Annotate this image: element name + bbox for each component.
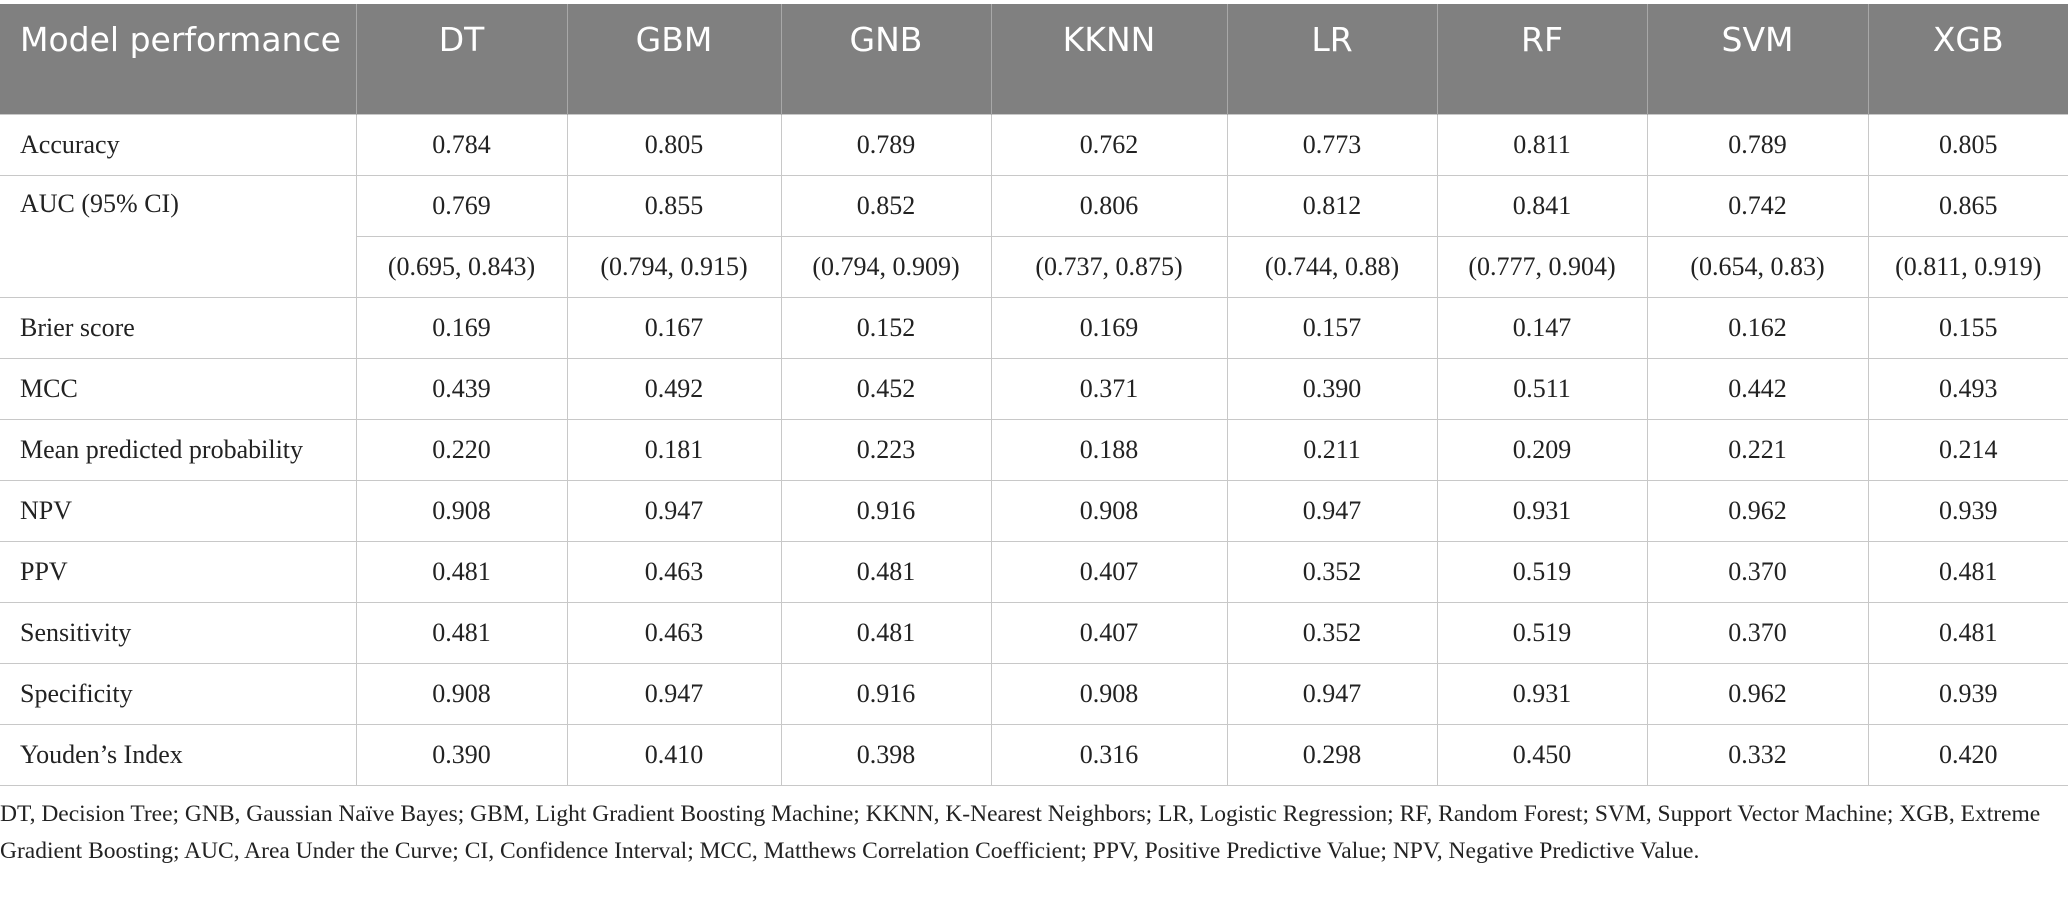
cell-xgb: 0.214 — [1868, 419, 2068, 480]
cell-dt: 0.439 — [356, 358, 567, 419]
cell-dt: 0.908 — [356, 480, 567, 541]
cell-svm: 0.370 — [1647, 541, 1868, 602]
table-row-sensitivity — [0, 602, 2068, 663]
cell-dt: (0.695, 0.843) — [356, 236, 567, 297]
header-dt: DT — [356, 4, 567, 114]
cell-rf: 0.209 — [1437, 419, 1647, 480]
table-row-specificity — [0, 663, 2068, 724]
cell-rf: 0.450 — [1437, 724, 1647, 785]
cell-kknn: 0.908 — [991, 480, 1227, 541]
table-footnote: DT, Decision Tree; GNB, Gaussian Naïve Bayes; GBM, Light Gradient Boosting Machine; KKNN, K-Nearest Neighbors; LR, Logistic Regression; RF, Random Forest; SVM, Support Vector Machine; XGB, Extreme Gradient Boosting; AUC, Area Under the Curve; CI, Confidence Interval; MCC, Matthews Correlation Coefficient; PPV, Positive Predictive Value; NPV, Negative Predictive Value. — [0, 801, 2041, 864]
cell-dt: 0.169 — [356, 297, 567, 358]
table-row-ppv — [0, 541, 2068, 602]
cell-gnb: 0.916 — [781, 663, 991, 724]
row-label: Youden’s Index — [0, 724, 356, 785]
cell-rf: 0.931 — [1437, 480, 1647, 541]
cell-lr: 0.352 — [1227, 602, 1437, 663]
cell-svm: (0.654, 0.83) — [1647, 236, 1868, 297]
cell-svm: 0.789 — [1647, 114, 1868, 175]
cell-gnb: 0.398 — [781, 724, 991, 785]
header-lr: LR — [1227, 4, 1437, 114]
cell-dt: 0.784 — [356, 114, 567, 175]
header-svm: SVM — [1647, 4, 1868, 114]
row-label: PPV — [0, 541, 356, 602]
cell-gnb: 0.789 — [781, 114, 991, 175]
row-label: MCC — [0, 358, 356, 419]
cell-dt: 0.390 — [356, 724, 567, 785]
cell-svm: 0.162 — [1647, 297, 1868, 358]
row-label: Specificity — [0, 663, 356, 724]
cell-rf: 0.931 — [1437, 663, 1647, 724]
table-header — [0, 4, 2068, 114]
cell-gnb: 0.916 — [781, 480, 991, 541]
cell-lr: 0.211 — [1227, 419, 1437, 480]
cell-kknn: 0.762 — [991, 114, 1227, 175]
cell-kknn: 0.188 — [991, 419, 1227, 480]
cell-xgb: 0.865 — [1868, 175, 2068, 236]
cell-gbm: 0.855 — [567, 175, 781, 236]
cell-lr: (0.744, 0.88) — [1227, 236, 1437, 297]
header-model-performance: Model performance — [0, 4, 356, 114]
cell-gbm: 0.463 — [567, 541, 781, 602]
cell-xgb: 0.420 — [1868, 724, 2068, 785]
cell-xgb: 0.939 — [1868, 480, 2068, 541]
table-row-accuracy — [0, 114, 2068, 175]
cell-dt: 0.769 — [356, 175, 567, 236]
cell-svm: 0.332 — [1647, 724, 1868, 785]
cell-kknn: 0.407 — [991, 541, 1227, 602]
header-gbm: GBM — [567, 4, 781, 114]
cell-gbm: 0.410 — [567, 724, 781, 785]
table-row-mcc — [0, 358, 2068, 419]
cell-kknn: 0.806 — [991, 175, 1227, 236]
cell-svm: 0.962 — [1647, 480, 1868, 541]
cell-rf: 0.811 — [1437, 114, 1647, 175]
cell-gbm: 0.463 — [567, 602, 781, 663]
cell-xgb: 0.481 — [1868, 602, 2068, 663]
row-label: AUC (95% CI) — [0, 175, 356, 297]
cell-xgb: 0.939 — [1868, 663, 2068, 724]
cell-lr: 0.773 — [1227, 114, 1437, 175]
cell-kknn: (0.737, 0.875) — [991, 236, 1227, 297]
cell-rf: 0.519 — [1437, 541, 1647, 602]
cell-kknn: 0.371 — [991, 358, 1227, 419]
cell-lr: 0.352 — [1227, 541, 1437, 602]
cell-gnb: 0.452 — [781, 358, 991, 419]
cell-gnb: 0.481 — [781, 602, 991, 663]
cell-kknn: 0.908 — [991, 663, 1227, 724]
cell-gbm: 0.947 — [567, 480, 781, 541]
cell-xgb: (0.811, 0.919) — [1868, 236, 2068, 297]
cell-kknn: 0.407 — [991, 602, 1227, 663]
cell-gbm: 0.181 — [567, 419, 781, 480]
row-label: Brier score — [0, 297, 356, 358]
cell-xgb: 0.155 — [1868, 297, 2068, 358]
table-container — [0, 4, 2068, 786]
cell-svm: 0.962 — [1647, 663, 1868, 724]
cell-svm: 0.442 — [1647, 358, 1868, 419]
cell-xgb: 0.805 — [1868, 114, 2068, 175]
cell-lr: 0.390 — [1227, 358, 1437, 419]
cell-lr: 0.947 — [1227, 480, 1437, 541]
header-xgb: XGB — [1868, 4, 2068, 114]
cell-gnb: 0.223 — [781, 419, 991, 480]
cell-gnb: 0.152 — [781, 297, 991, 358]
table-row-auc — [0, 175, 2068, 236]
cell-lr: 0.812 — [1227, 175, 1437, 236]
row-label: Accuracy — [0, 114, 356, 175]
header-kknn: KKNN — [991, 4, 1227, 114]
header-rf: RF — [1437, 4, 1647, 114]
cell-gbm: 0.805 — [567, 114, 781, 175]
cell-dt: 0.220 — [356, 419, 567, 480]
header-row — [0, 4, 2068, 114]
cell-dt: 0.481 — [356, 541, 567, 602]
cell-gnb: (0.794, 0.909) — [781, 236, 991, 297]
cell-xgb: 0.481 — [1868, 541, 2068, 602]
cell-svm: 0.742 — [1647, 175, 1868, 236]
cell-rf: 0.519 — [1437, 602, 1647, 663]
cell-lr: 0.157 — [1227, 297, 1437, 358]
row-label: Sensitivity — [0, 602, 356, 663]
row-label: NPV — [0, 480, 356, 541]
cell-rf: 0.841 — [1437, 175, 1647, 236]
cell-gbm: (0.794, 0.915) — [567, 236, 781, 297]
cell-gbm: 0.492 — [567, 358, 781, 419]
table-body — [0, 114, 2068, 785]
cell-svm: 0.221 — [1647, 419, 1868, 480]
cell-gnb: 0.481 — [781, 541, 991, 602]
cell-svm: 0.370 — [1647, 602, 1868, 663]
cell-dt: 0.481 — [356, 602, 567, 663]
cell-xgb: 0.493 — [1868, 358, 2068, 419]
header-gnb: GNB — [781, 4, 991, 114]
model-performance-table — [0, 4, 2068, 786]
table-row-npv — [0, 480, 2068, 541]
row-label: Mean predicted probability — [0, 419, 356, 480]
cell-lr: 0.947 — [1227, 663, 1437, 724]
table-row-youdens-index — [0, 724, 2068, 785]
cell-dt: 0.908 — [356, 663, 567, 724]
cell-lr: 0.298 — [1227, 724, 1437, 785]
cell-gbm: 0.947 — [567, 663, 781, 724]
table-row-brier-score — [0, 297, 2068, 358]
cell-kknn: 0.316 — [991, 724, 1227, 785]
cell-rf: (0.777, 0.904) — [1437, 236, 1647, 297]
table-row-mean-predicted-probability — [0, 419, 2068, 480]
cell-kknn: 0.169 — [991, 297, 1227, 358]
cell-gnb: 0.852 — [781, 175, 991, 236]
cell-rf: 0.147 — [1437, 297, 1647, 358]
cell-rf: 0.511 — [1437, 358, 1647, 419]
cell-gbm: 0.167 — [567, 297, 781, 358]
